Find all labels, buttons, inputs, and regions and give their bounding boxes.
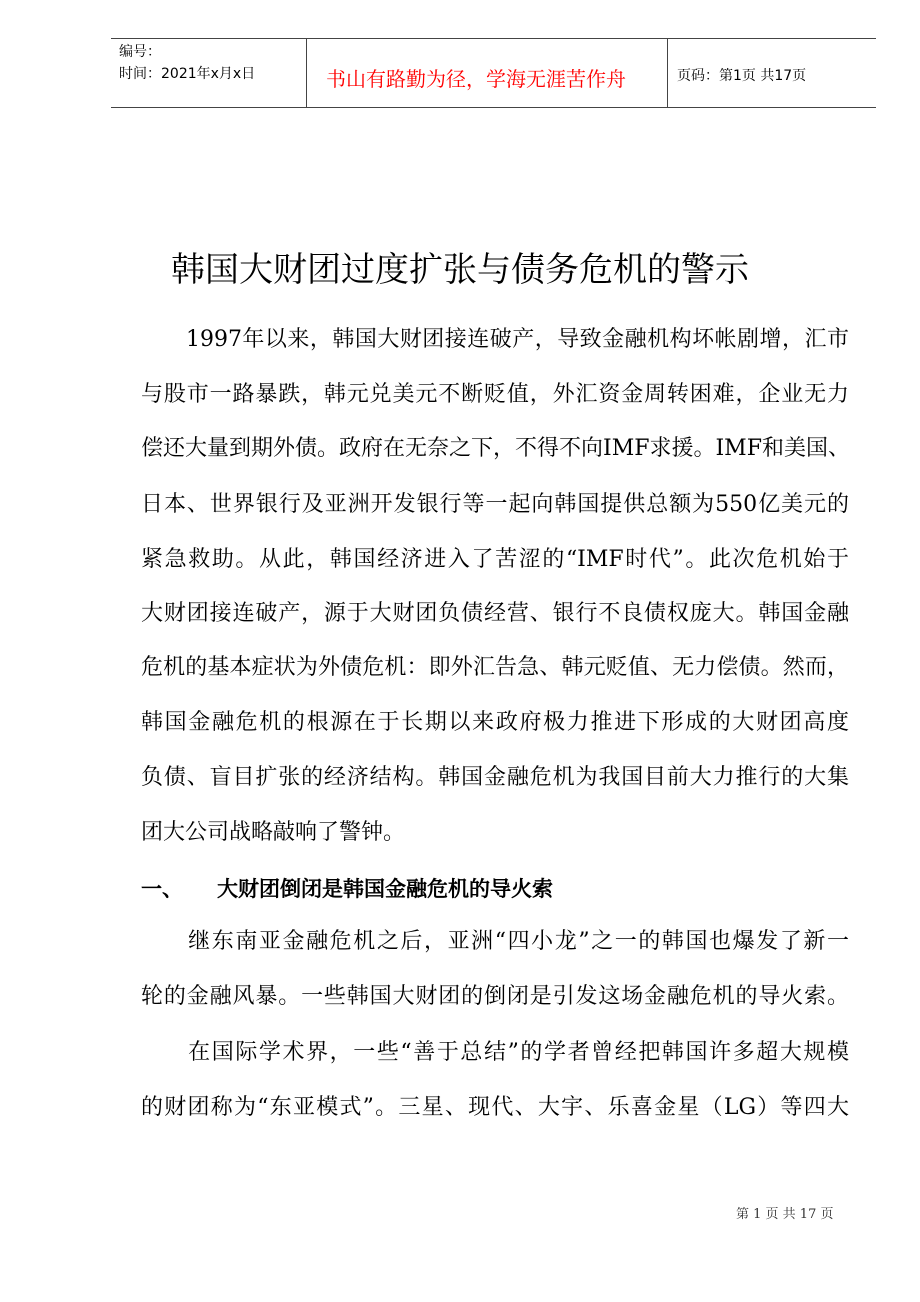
section-title: 大财团倒闭是韩国金融危机的导火索	[217, 877, 553, 901]
header-divider	[306, 39, 307, 107]
paragraph-line: 韩国金融危机的根源在于长期以来政府极力推进下形成的大财团高度	[141, 710, 849, 735]
section-number: 一、	[141, 877, 183, 901]
page-number-label: 页码：第1页 共17页	[677, 68, 807, 84]
paragraph-line: 在国际学术界，一些“善于总结”的学者曾经把韩国许多超大规模	[141, 1040, 849, 1065]
paragraph-line: 轮的金融风暴。一些韩国大财团的倒闭是引发这场金融危机的导火索。	[141, 984, 849, 1009]
page-header-table	[111, 38, 876, 108]
paragraph-line: 大财团接连破产，源于大财团负债经营、银行不良债权庞大。韩国金融	[141, 601, 849, 626]
document-title: 韩国大财团过度扩张与债务危机的警示	[171, 250, 749, 290]
paragraph-line: 危机的基本症状为外债危机：即外汇告急、韩元贬值、无力偿债。然而，	[141, 655, 849, 680]
header-motto: 书山有路勤为径，学海无涯苦作舟	[326, 67, 626, 91]
paragraph-line: 团大公司战略敲响了警钟。	[141, 820, 406, 845]
paragraph-line: 继东南亚金融危机之后，亚洲“四小龙”之一的韩国也爆发了新一	[141, 929, 849, 954]
section-heading	[141, 873, 553, 903]
document-number-label: 编号：	[119, 44, 161, 60]
paragraph-line: 的财团称为“东亚模式”。三星、现代、大宇、乐喜金星（LG）等四大	[141, 1095, 849, 1120]
paragraph-line: 1997年以来，韩国大财团接连破产，导致金融机构坏帐剧增，汇市	[141, 327, 849, 352]
paragraph-line: 偿还大量到期外债。政府在无奈之下，不得不向IMF求援。IMF和美国、	[141, 436, 850, 461]
paragraph-line: 负债、盲目扩张的经济结构。韩国金融危机为我国目前大力推行的大集	[141, 765, 849, 790]
paragraph-line: 与股市一路暴跌，韩元兑美元不断贬值，外汇资金周转困难，企业无力	[141, 382, 849, 407]
page-footer: 第 1 页 共 17 页	[736, 1207, 834, 1222]
paragraph-line: 紧急救助。从此，韩国经济进入了苦涩的“IMF时代”。此次危机始于	[141, 547, 849, 572]
paragraph-line: 日本、世界银行及亚洲开发银行等一起向韩国提供总额为550亿美元的	[141, 492, 849, 517]
date-label: 时间：2021年x月x日	[119, 66, 256, 82]
header-divider	[667, 39, 668, 107]
